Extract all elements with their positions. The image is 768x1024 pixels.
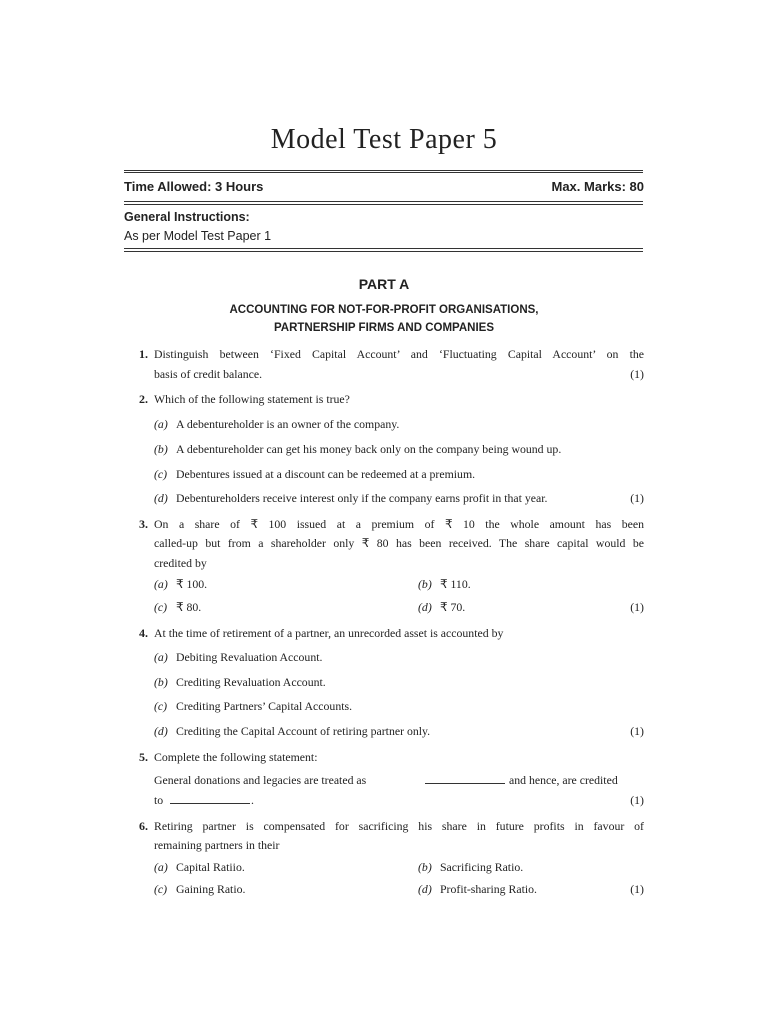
question-text: On a share of ₹ 100 issued at a premium of ₹ 10 the whole amount has been	[154, 517, 644, 531]
option-text: Debentures issued at a discount can be redeemed at a premium.	[176, 467, 476, 481]
question-marks: (1)	[630, 367, 644, 381]
divider	[124, 251, 643, 252]
option-label: (c)	[154, 699, 168, 713]
question-text: called-up but from a shareholder only ₹ 80 has been received. The share capital would be	[154, 536, 644, 550]
part-subtitle: PARTNERSHIP FIRMS AND COMPANIES	[273, 322, 494, 334]
question-text: Distinguish between ‘Fixed Capital Account’ and ‘Fluctuating Capital Account’ on the	[154, 347, 644, 361]
option-label: (d)	[154, 724, 168, 738]
question-text: Complete the following statement:	[154, 750, 318, 764]
question-number: 3.	[139, 517, 148, 531]
option-label: (a)	[154, 650, 168, 664]
option-label: (d)	[418, 600, 432, 614]
option-label: (d)	[154, 491, 168, 505]
option-text: Profit-sharing Ratio.	[440, 882, 537, 896]
option-text: Gaining Ratio.	[176, 882, 246, 896]
option-label: (b)	[418, 860, 432, 874]
divider	[124, 204, 643, 205]
divider	[124, 248, 643, 249]
question-text: General donations and legacies are treated as	[154, 773, 367, 787]
instructions-text: As per Model Test Paper 1	[124, 229, 272, 243]
option-label: (b)	[154, 442, 168, 456]
option-label: (c)	[154, 600, 168, 614]
question-text: Which of the following statement is true?	[154, 392, 350, 406]
option-text: ₹ 100.	[176, 577, 208, 591]
question-text: basis of credit balance.	[154, 367, 263, 381]
question-text: and hence, are credited	[509, 773, 618, 787]
question-text: At the time of retirement of a partner, an unrecorded asset is accounted by	[154, 626, 504, 640]
question-number: 5.	[139, 750, 148, 764]
divider	[124, 170, 643, 171]
question-number: 6.	[139, 819, 148, 833]
option-label: (d)	[418, 882, 432, 896]
question-number: 4.	[139, 626, 148, 640]
question-number: 1.	[139, 347, 148, 361]
time-allowed: Time Allowed: 3 Hours	[124, 179, 264, 194]
option-text: Crediting the Capital Account of retiring partner only.	[176, 724, 431, 738]
question-number: 2.	[139, 392, 148, 406]
question-marks: (1)	[630, 793, 644, 807]
question-text: remaining partners in their	[154, 838, 280, 852]
answer-blank	[425, 773, 505, 788]
answer-blank	[170, 793, 250, 808]
max-marks: Max. Marks: 80	[551, 179, 644, 194]
question-text: to	[154, 793, 164, 807]
option-text: Capital Ratiio.	[176, 860, 245, 874]
option-label: (b)	[418, 577, 432, 591]
question-marks: (1)	[630, 600, 644, 614]
part-subtitle: ACCOUNTING FOR NOT-FOR-PROFIT ORGANISATIONS,	[229, 304, 539, 316]
option-label: (b)	[154, 675, 168, 689]
option-text: Sacrificing Ratio.	[440, 860, 524, 874]
question-text: Retiring partner is compensated for sacrificing his share in future profits in favour of	[154, 819, 644, 833]
paper-title: Model Test Paper 5	[270, 124, 498, 155]
part-heading: PART A	[358, 276, 410, 292]
option-label: (a)	[154, 417, 168, 431]
divider	[124, 172, 643, 173]
option-label: (c)	[154, 467, 168, 481]
option-label: (a)	[154, 860, 168, 874]
option-text: A debentureholder is an owner of the company.	[176, 417, 400, 431]
option-text: Debiting Revaluation Account.	[176, 650, 323, 664]
question-text: credited by	[154, 556, 207, 570]
option-text: Debentureholders receive interest only if the company earns profit in that year.	[176, 491, 548, 505]
divider	[124, 201, 643, 202]
question-marks: (1)	[630, 491, 644, 505]
option-text: ₹ 80.	[176, 600, 202, 614]
instructions-heading: General Instructions:	[124, 210, 250, 224]
option-text: Crediting Revaluation Account.	[176, 675, 326, 689]
question-marks: (1)	[630, 724, 644, 738]
option-text: A debentureholder can get his money back only on the company being wound up.	[176, 442, 562, 456]
question-text: .	[251, 793, 254, 807]
option-text: ₹ 110.	[440, 577, 471, 591]
option-text: ₹ 70.	[440, 600, 466, 614]
option-label: (c)	[154, 882, 168, 896]
question-marks: (1)	[630, 882, 644, 896]
option-text: Crediting Partners’ Capital Accounts.	[176, 699, 353, 713]
option-label: (a)	[154, 577, 168, 591]
